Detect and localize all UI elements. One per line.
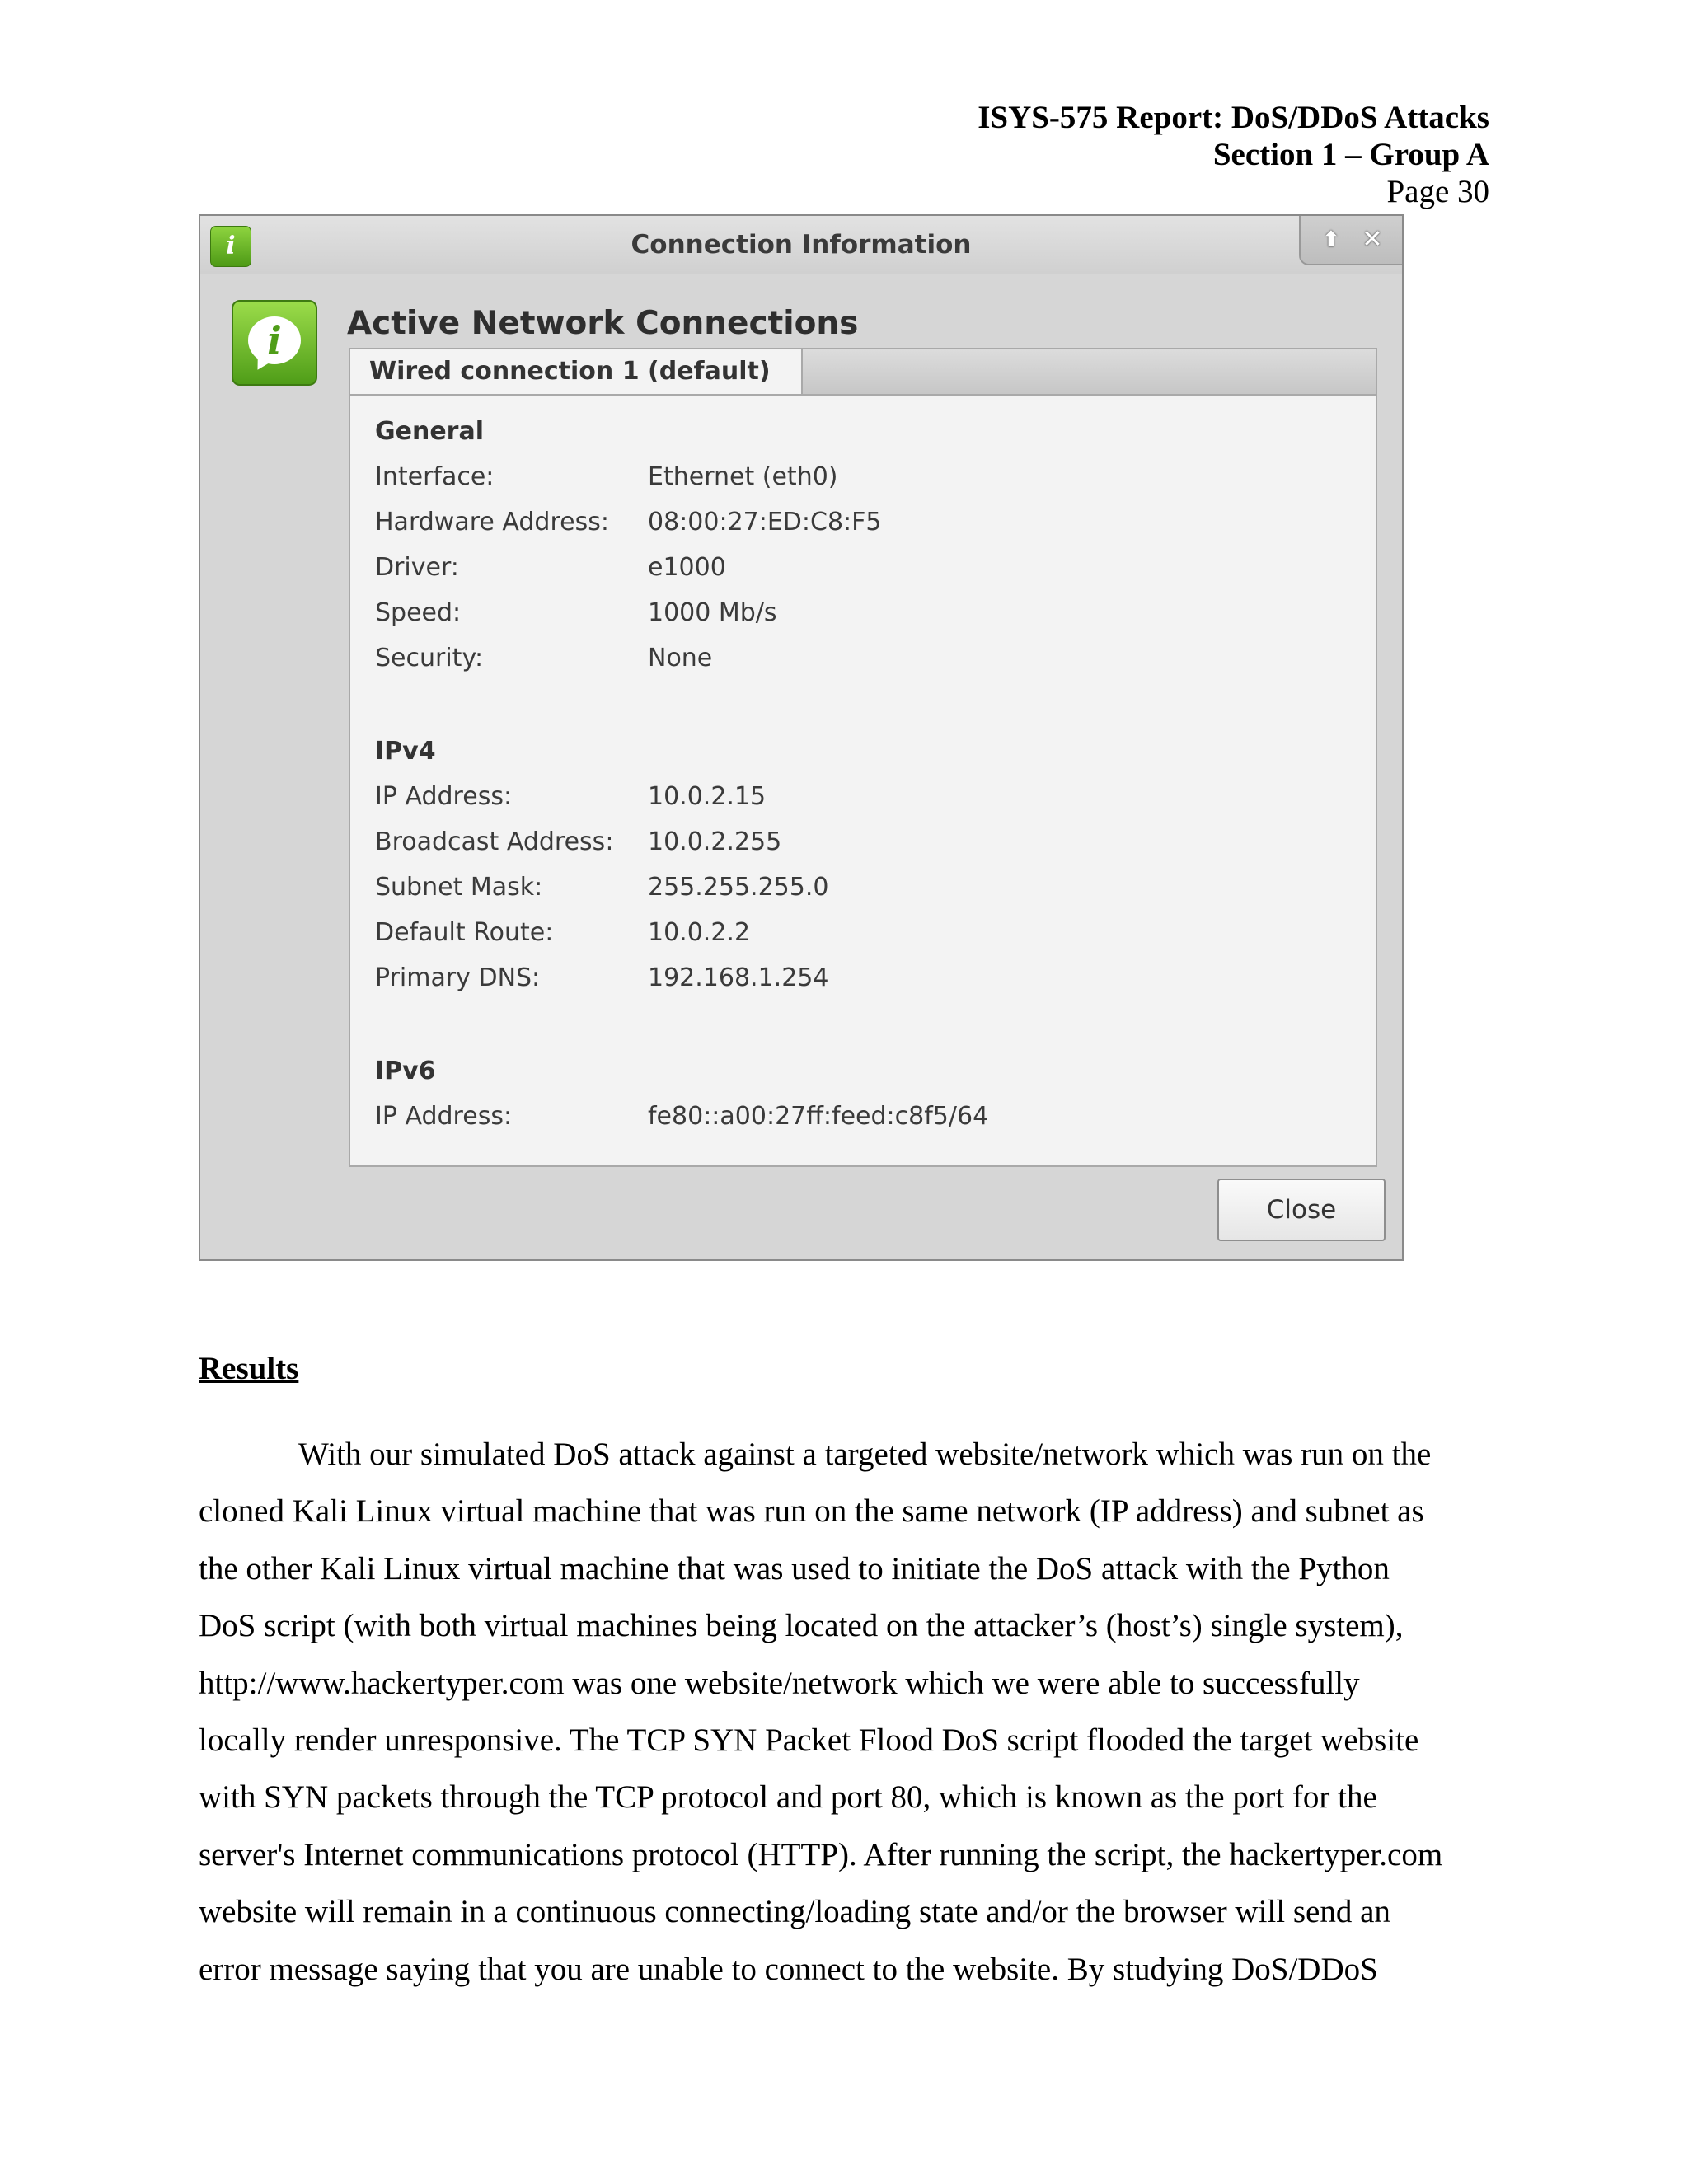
info-bubble: i bbox=[248, 316, 301, 364]
primary-dns-label: Primary DNS: bbox=[375, 963, 541, 992]
results-heading: Results bbox=[199, 1351, 299, 1386]
security-value: None bbox=[648, 644, 713, 673]
section-group: Section 1 – Group A bbox=[1212, 137, 1489, 172]
arrow-up-icon[interactable]: ⬆ bbox=[1322, 227, 1340, 252]
general-heading: General bbox=[375, 417, 484, 446]
info-icon bbox=[232, 300, 317, 386]
paragraph-line: the other Kali Linux virtual machine that was used to initiate the DoS attack with the Python bbox=[199, 1550, 1390, 1586]
connection-details-panel bbox=[349, 394, 1377, 1167]
ipv4-heading: IPv4 bbox=[375, 737, 436, 766]
broadcast-address-label: Broadcast Address: bbox=[375, 827, 614, 856]
paragraph-line: website will remain in a continuous connecting/loading state and/or the browser will send an bbox=[199, 1894, 1390, 1930]
paragraph-line: cloned Kali Linux virtual machine that was run on the same network (IP address) and subnet as bbox=[199, 1493, 1424, 1530]
active-connections-heading: Active Network Connections bbox=[347, 305, 859, 342]
subnet-mask-label: Subnet Mask: bbox=[375, 873, 543, 902]
tab-wired-connection-1[interactable]: Wired connection 1 (default) bbox=[350, 349, 803, 397]
connection-notebook bbox=[349, 348, 1377, 1172]
page-number: Page 30 bbox=[1386, 174, 1489, 209]
paragraph-line: http://www.hackertyper.com was one website/network which we were able to successfully bbox=[199, 1665, 1360, 1701]
results-paragraph bbox=[199, 1426, 1493, 1998]
paragraph-line: with SYN packets through the TCP protocol and port 80, which is known as the port for the bbox=[199, 1779, 1377, 1816]
driver-label: Driver: bbox=[375, 553, 459, 582]
ipv6-heading: IPv6 bbox=[375, 1057, 436, 1085]
broadcast-address-value: 10.0.2.255 bbox=[648, 827, 782, 856]
paragraph-line: server's Internet communications protocol (HTTP). After running the script, the hackertyper.com bbox=[199, 1836, 1443, 1872]
paragraph-line: locally render unresponsive. The TCP SYN Packet Flood DoS script flooded the target website bbox=[199, 1722, 1419, 1759]
ipv4-ip-address-value: 10.0.2.15 bbox=[648, 782, 767, 811]
default-route-value: 10.0.2.2 bbox=[648, 918, 751, 947]
ipv6-ip-address-value: fe80::a00:27ff:feed:c8f5/64 bbox=[648, 1102, 989, 1131]
driver-value: e1000 bbox=[648, 553, 726, 582]
close-icon[interactable]: ✕ bbox=[1362, 225, 1383, 254]
paragraph-line: With our simulated DoS attack against a targeted website/network which was run on the bbox=[298, 1436, 1432, 1472]
primary-dns-value: 192.168.1.254 bbox=[648, 963, 829, 992]
dialog-titlebar[interactable] bbox=[200, 216, 1402, 274]
security-label: Security: bbox=[375, 644, 484, 673]
subnet-mask-value: 255.255.255.0 bbox=[648, 873, 829, 902]
paragraph-line: DoS script (with both virtual machines being located on the attacker’s (host’s) single system), bbox=[199, 1608, 1404, 1644]
default-route-label: Default Route: bbox=[375, 918, 554, 947]
info-icon: i bbox=[210, 226, 251, 267]
ipv4-ip-address-label: IP Address: bbox=[375, 782, 513, 811]
hardware-address-label: Hardware Address: bbox=[375, 508, 609, 537]
tab-strip bbox=[349, 348, 1377, 396]
report-title: ISYS-575 Report: DoS/DDoS Attacks bbox=[978, 100, 1489, 135]
paragraph-line: error message saying that you are unable to connect to the website. By studying DoS/DDoS bbox=[199, 1951, 1378, 1987]
dialog-title: Connection Information bbox=[631, 230, 972, 260]
interface-label: Interface: bbox=[375, 462, 495, 491]
hardware-address-value: 08:00:27:ED:C8:F5 bbox=[648, 508, 882, 537]
interface-value: Ethernet (eth0) bbox=[648, 462, 838, 491]
ipv6-ip-address-label: IP Address: bbox=[375, 1102, 513, 1131]
page-header bbox=[978, 99, 1489, 210]
speed-label: Speed: bbox=[375, 598, 462, 627]
close-button[interactable]: Close bbox=[1217, 1179, 1386, 1241]
connection-information-dialog bbox=[199, 214, 1404, 1261]
speed-value: 1000 Mb/s bbox=[648, 598, 777, 627]
window-controls bbox=[1299, 216, 1402, 265]
